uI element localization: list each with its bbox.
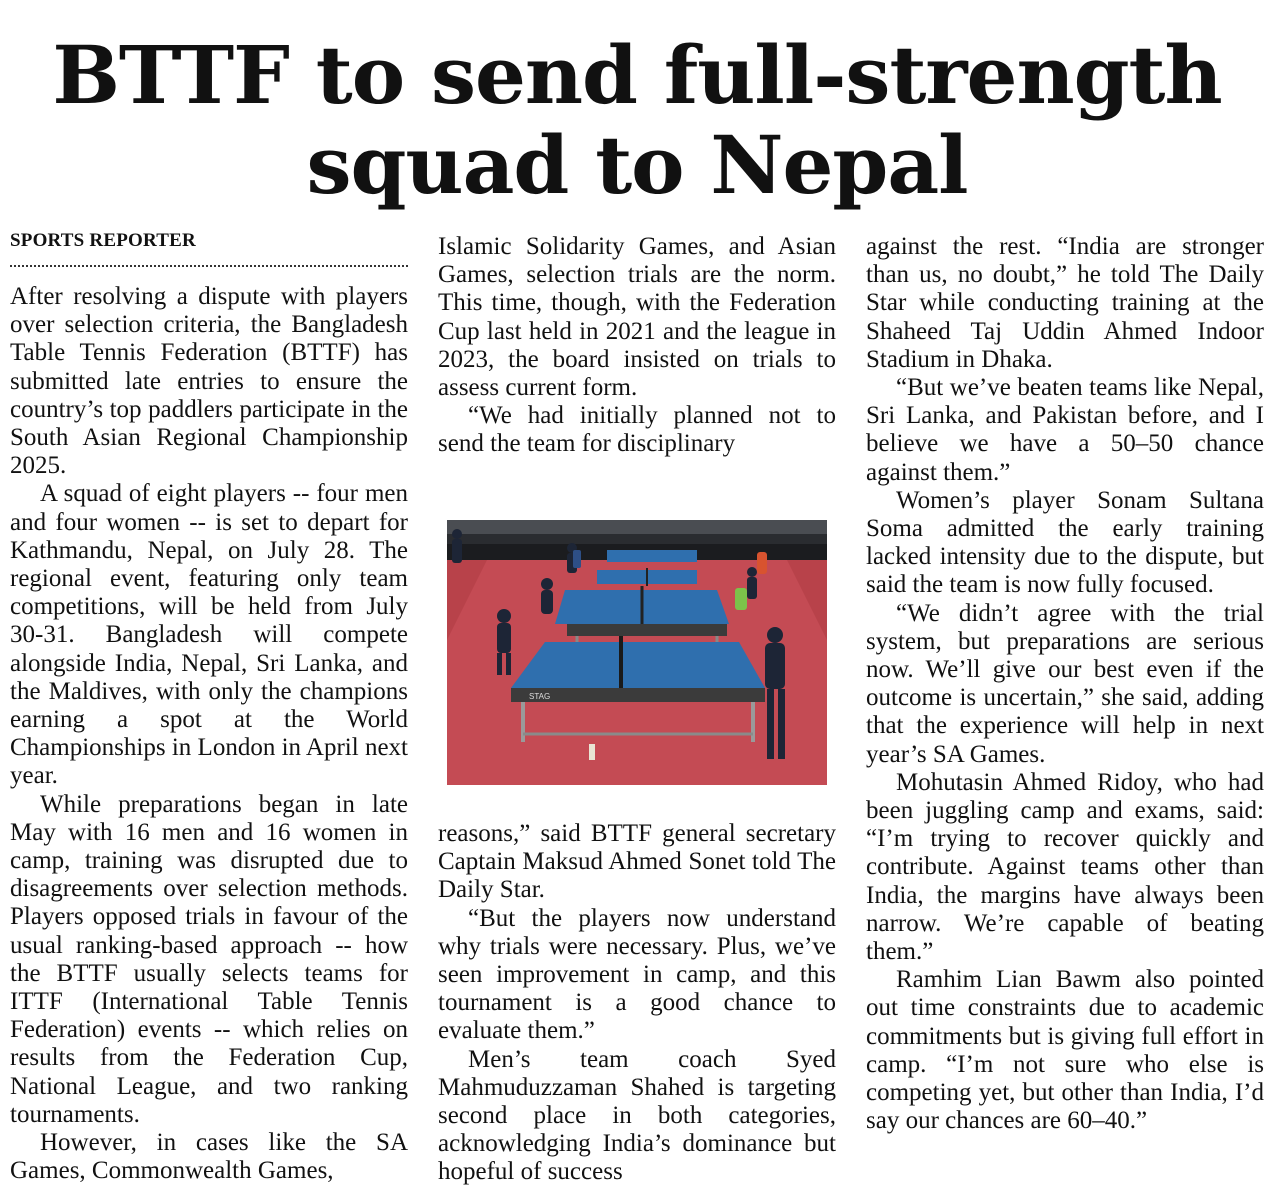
article-column-1 <box>10 283 408 1186</box>
paragraph: Mohutasin Ahmed Ridoy, who had been juggling camp and exams, said: “I’m trying to recover quickly and contribute. Against teams other than India, the margins have always been narrow. We’re capable of beating them.” <box>866 768 1264 966</box>
headline-line-1: BTTF to send full-strength <box>52 28 1222 122</box>
table-tennis-training-photo-icon <box>447 520 827 785</box>
paragraph: Men’s team coach Syed Mahmuduzzaman Shahed is targeting second place in both categories, acknowledging India’s dominance but hopeful of success <box>438 1045 836 1186</box>
paragraph: A squad of eight players -- four men and four women -- is set to depart for Kathmandu, Nepal, on July 28. The regional event, featuring only team competitions, will be held from July 30-31. Bangladesh will compete alongside India, Nepal, Sri Lanka, and the Maldives, with only the champions earning a spot at the World Championships in London in April next year. <box>10 480 408 790</box>
paragraph: Women’s player Sonam Sultana Soma admitted the early training lacked intensity due to the dispute, but said the team is now fully focused. <box>866 486 1264 599</box>
paragraph: against the rest. “India are stronger than us, no doubt,” he told The Daily Star while conducting training at the Shaheed Taj Uddin Ahmed Indoor Stadium in Dhaka. <box>866 233 1264 373</box>
paragraph: “We had initially planned not to send the team for disciplinary <box>438 402 836 458</box>
paragraph: “We didn’t agree with the trial system, but preparations are serious now. We’ll give our best even if the outcome is uncertain,” she said, adding that the experience will help in next year’s SA Games. <box>866 599 1264 768</box>
paragraph: “But we’ve beaten teams like Nepal, Sri Lanka, and Pakistan before, and I believe we have a 50–50 chance against them.” <box>866 374 1264 486</box>
paragraph: “But the players now understand why trials were necessary. Plus, we’ve seen improvement in camp, and this tournament is a good chance to evaluate them.” <box>438 904 836 1045</box>
article-column-2-bottom <box>438 820 836 1187</box>
byline: SPORTS REPORTER <box>10 230 196 251</box>
byline-divider <box>10 265 408 267</box>
paragraph: Islamic Solidarity Games, and Asian Games, selection trials are the norm. This time, though, with the Federation Cup last held in 2021 and the league in 2023, the board insisted on trials to assess current form. <box>438 233 836 402</box>
article-column-3 <box>866 233 1264 1136</box>
headline <box>0 30 1274 210</box>
article-column-2-top <box>438 233 836 459</box>
paragraph: While preparations began in late May with 16 men and 16 women in camp, training was disrupted due to disagreements over selection methods. Players opposed trials in favour of the usual ranking-based approach -- how the BTTF usually selects teams for ITTF (International Table Tennis Federation) events -- which relies on results from the Federation Cup, National League, and two ranking tournaments. <box>10 790 408 1128</box>
headline-line-2: squad to Nepal <box>306 118 968 212</box>
svg-text:STAG: STAG <box>529 692 551 701</box>
training-photo <box>447 520 827 785</box>
paragraph: Ramhim Lian Bawm also pointed out time constraints due to academic commitments but is giving full effort in camp. “I’m not sure who else is competing yet, but other than India, I’d say our chances are 60–40.” <box>866 966 1264 1135</box>
paragraph: However, in cases like the SA Games, Commonwealth Games, <box>10 1129 408 1185</box>
paragraph: After resolving a dispute with players over selection criteria, the Bangladesh Table Tennis Federation (BTTF) has submitted late entries to ensure the country’s top paddlers participate in the South Asian Regional Championship 2025. <box>10 283 408 480</box>
paragraph: reasons,” said BTTF general secretary Captain Maksud Ahmed Sonet told The Daily Star. <box>438 820 836 904</box>
